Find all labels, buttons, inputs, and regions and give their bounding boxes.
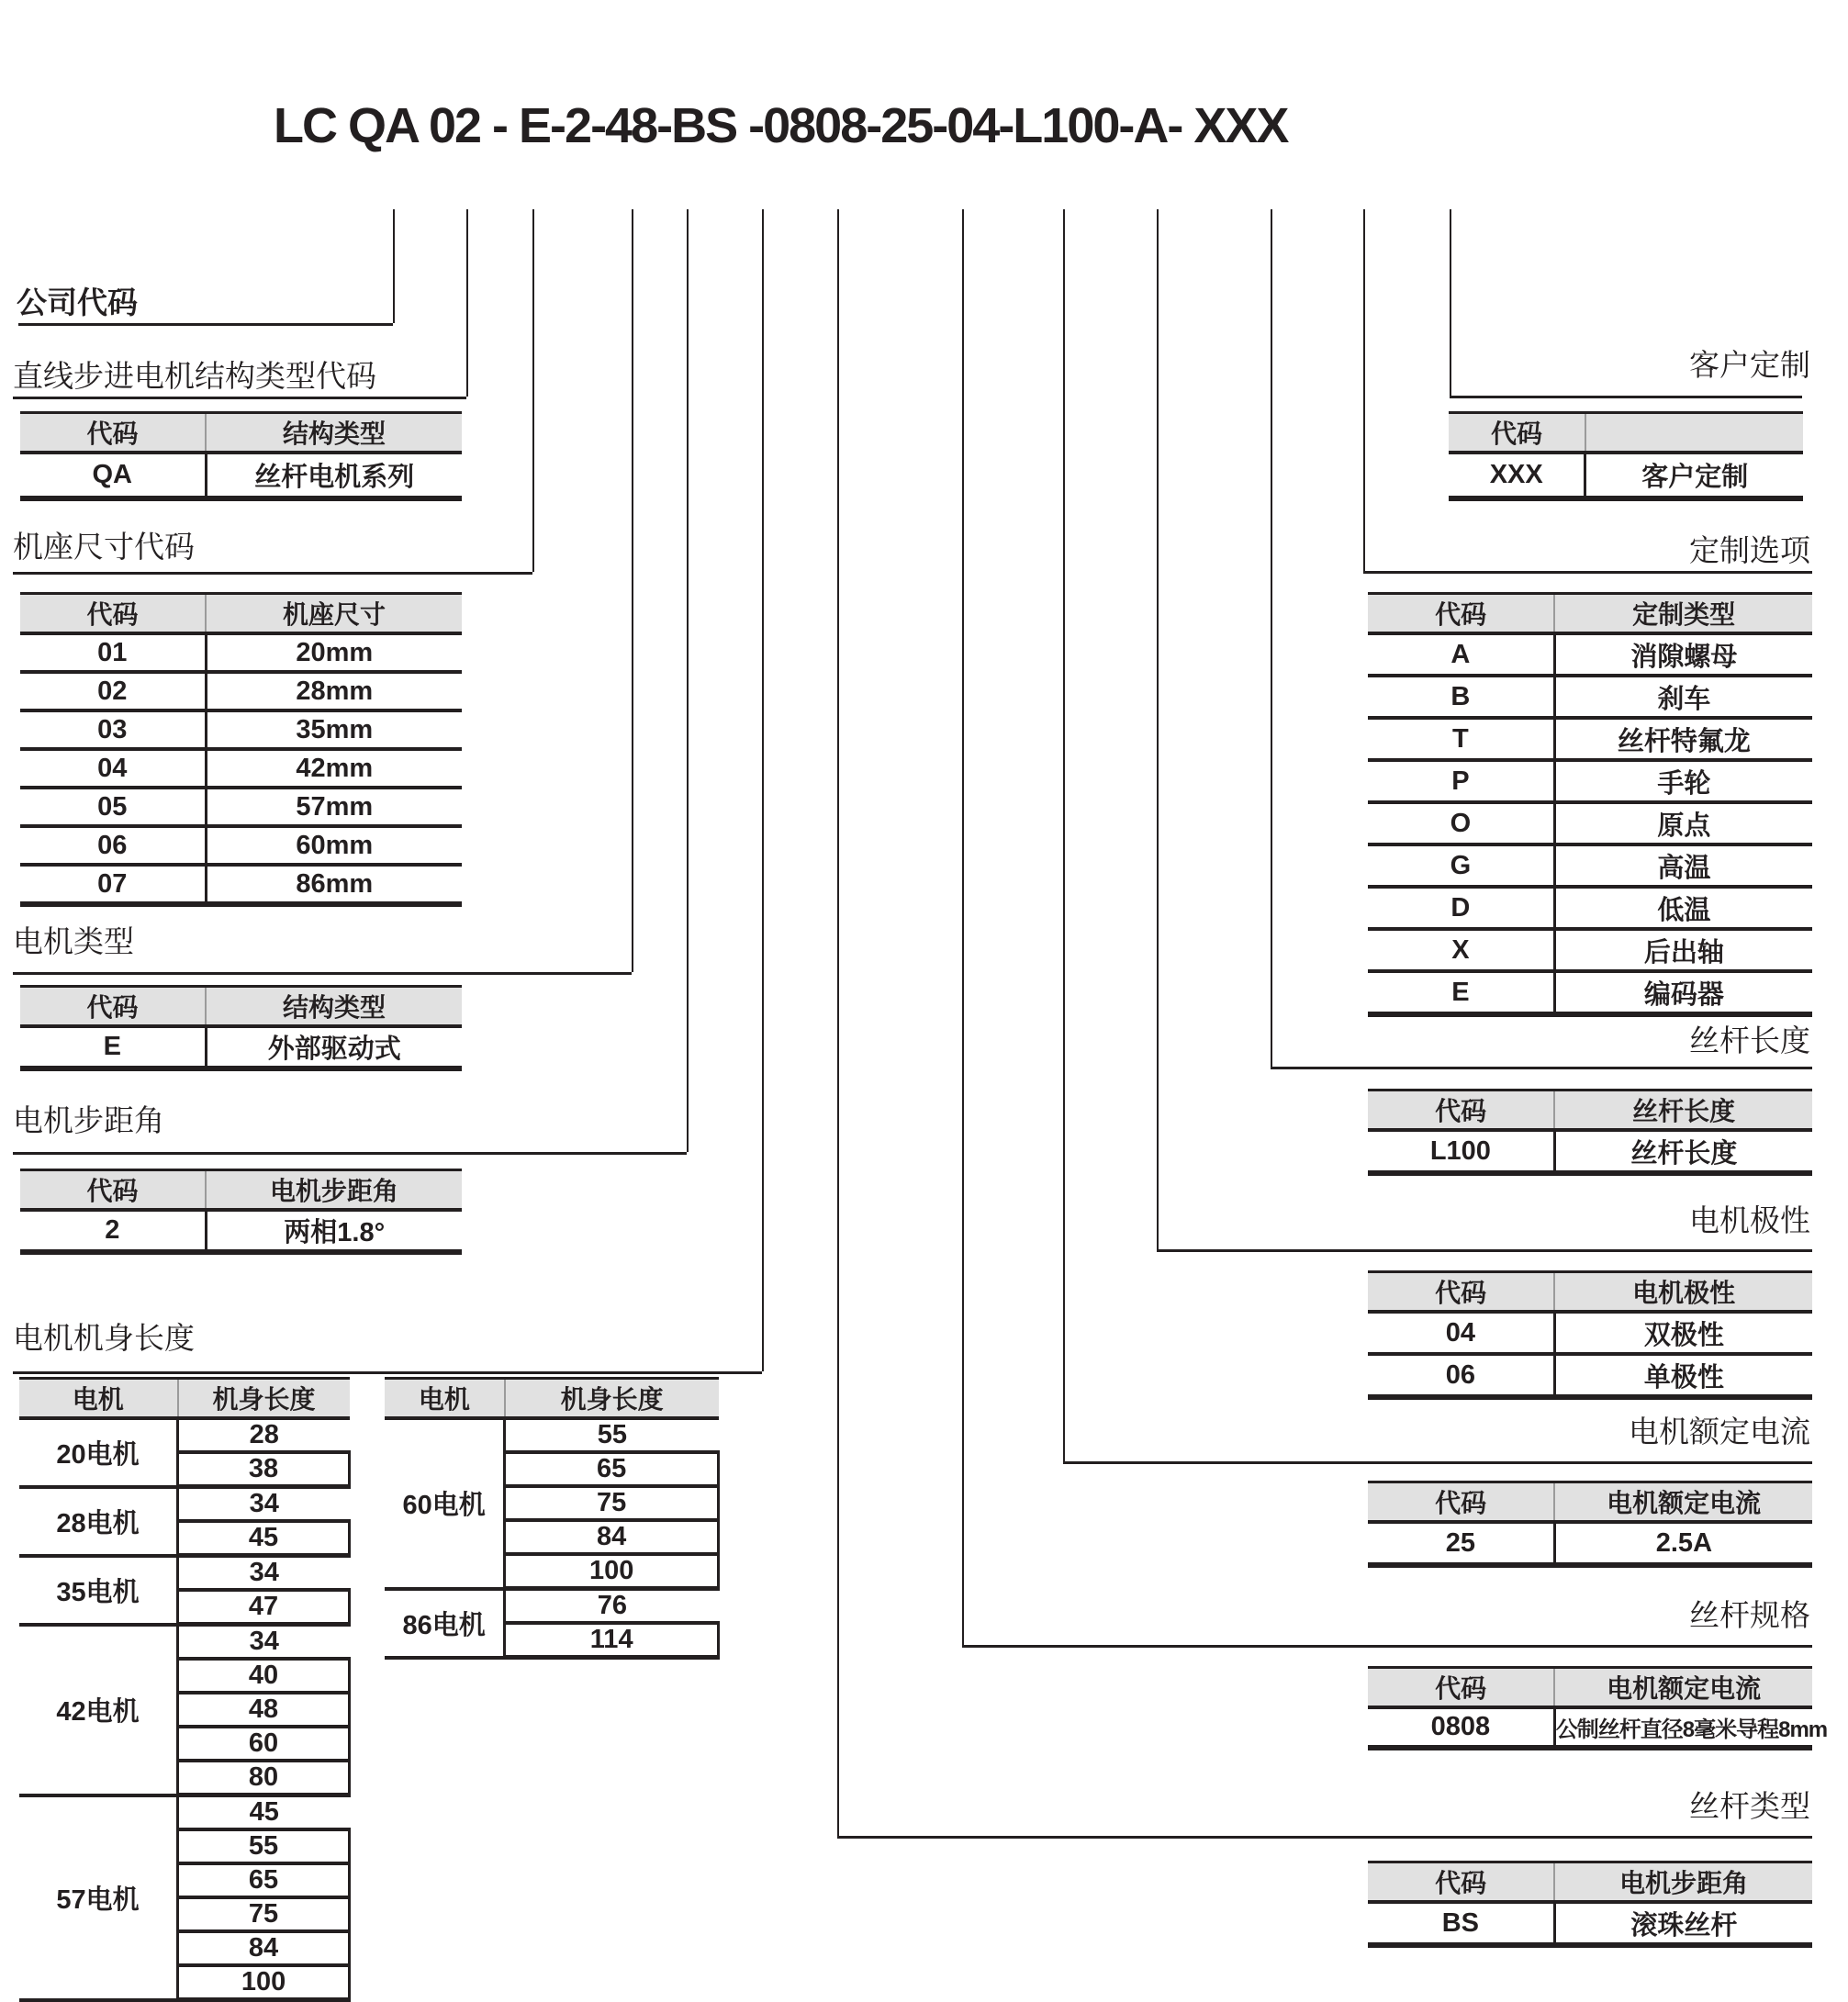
motor-group-cell: 28电机 bbox=[19, 1487, 178, 1556]
table-cell: 0808 bbox=[1368, 1707, 1554, 1748]
screw-type-table bbox=[1368, 1861, 1812, 1948]
table-row bbox=[19, 1418, 350, 1452]
table-row bbox=[1368, 1707, 1812, 1748]
screw-spec-table bbox=[1368, 1666, 1828, 1750]
table-cell: 25 bbox=[1368, 1522, 1554, 1565]
section-label-frame: 机座尺寸代码 bbox=[13, 530, 195, 564]
column-header: 电机 bbox=[385, 1379, 505, 1419]
table-cell: QA bbox=[20, 453, 206, 498]
length-cell: 34 bbox=[178, 1625, 350, 1660]
section-label-screw-spec: 丝杆规格 bbox=[1689, 1598, 1810, 1632]
length-cell: 84 bbox=[178, 1931, 350, 1965]
column-header: 机身长度 bbox=[178, 1379, 350, 1419]
table-row bbox=[19, 1625, 350, 1660]
table-cell: 单极性 bbox=[1554, 1354, 1812, 1397]
column-header bbox=[1585, 413, 1803, 453]
table-row bbox=[385, 1589, 719, 1624]
connector-vertical-lc bbox=[393, 209, 395, 323]
underline-structure bbox=[13, 397, 466, 399]
table-cell: 原点 bbox=[1554, 802, 1812, 844]
table-cell: 2.5A bbox=[1554, 1522, 1812, 1565]
length-cell: 60 bbox=[178, 1727, 350, 1761]
section-label-company: 公司代码 bbox=[17, 285, 138, 319]
table-row bbox=[20, 672, 462, 710]
underline-frame bbox=[13, 572, 532, 575]
column-header: 电机步距角 bbox=[206, 1170, 462, 1211]
table-row bbox=[20, 633, 462, 672]
table-row bbox=[20, 1210, 462, 1252]
table-cell: 42mm bbox=[206, 749, 462, 788]
table-cell: 20mm bbox=[206, 633, 462, 672]
column-header: 电机额定电流 bbox=[1554, 1668, 1812, 1708]
table-header-row bbox=[1368, 1272, 1812, 1313]
column-header: 机座尺寸 bbox=[206, 594, 462, 634]
table-row bbox=[20, 826, 462, 865]
column-header: 结构类型 bbox=[206, 413, 462, 453]
connector-vertical-a bbox=[1363, 209, 1365, 571]
length-cell: 76 bbox=[505, 1589, 719, 1624]
table-header-row bbox=[1368, 1482, 1812, 1523]
connector-vertical-2 bbox=[687, 209, 689, 1152]
table-row bbox=[1368, 676, 1812, 718]
column-header: 代码 bbox=[1368, 594, 1554, 634]
table-cell: 01 bbox=[20, 633, 206, 672]
table-cell: 滚珠丝杆 bbox=[1554, 1902, 1812, 1945]
column-header: 代码 bbox=[20, 413, 206, 453]
connector-vertical-l100 bbox=[1271, 209, 1272, 1067]
table-row bbox=[1368, 633, 1812, 676]
connector-vertical-e bbox=[632, 209, 633, 972]
length-cell: 45 bbox=[178, 1795, 350, 1830]
table-cell: O bbox=[1368, 802, 1554, 844]
table-cell: 客户定制 bbox=[1585, 453, 1803, 498]
motor-group-cell: 42电机 bbox=[19, 1625, 178, 1795]
column-header: 定制类型 bbox=[1554, 594, 1812, 634]
custom-table bbox=[1449, 411, 1803, 501]
table-cell: 35mm bbox=[206, 710, 462, 749]
current-table bbox=[1368, 1481, 1812, 1568]
body-length-table-left bbox=[19, 1377, 351, 2002]
table-row bbox=[1368, 1130, 1812, 1173]
table-cell: XXX bbox=[1449, 453, 1585, 498]
table-row bbox=[1368, 971, 1812, 1014]
column-header: 代码 bbox=[20, 987, 206, 1027]
length-cell: 45 bbox=[178, 1521, 350, 1556]
table-cell: 两相1.8° bbox=[206, 1210, 462, 1252]
table-row bbox=[1368, 1902, 1812, 1945]
table-row bbox=[1368, 887, 1812, 929]
table-row bbox=[1368, 1522, 1812, 1565]
table-cell: 03 bbox=[20, 710, 206, 749]
length-cell: 28 bbox=[178, 1418, 350, 1452]
table-cell: 07 bbox=[20, 865, 206, 904]
column-header: 代码 bbox=[1449, 413, 1585, 453]
underline-step-angle bbox=[13, 1152, 687, 1155]
column-header: 电机步距角 bbox=[1554, 1862, 1812, 1903]
table-row bbox=[20, 749, 462, 788]
table-header-row bbox=[20, 594, 462, 634]
section-label-screw-type: 丝杆类型 bbox=[1689, 1789, 1810, 1823]
length-cell: 34 bbox=[178, 1487, 350, 1522]
length-cell: 80 bbox=[178, 1761, 350, 1795]
table-row bbox=[1449, 453, 1803, 498]
table-header-row bbox=[20, 413, 462, 453]
connector-vertical-qa bbox=[466, 209, 468, 397]
table-cell: 外部驱动式 bbox=[206, 1026, 462, 1068]
table-cell: 高温 bbox=[1554, 844, 1812, 887]
length-cell: 55 bbox=[505, 1418, 719, 1452]
table-cell: 双极性 bbox=[1554, 1312, 1812, 1354]
table-header-row bbox=[20, 1170, 462, 1211]
column-header: 电机极性 bbox=[1554, 1272, 1812, 1313]
table-cell: 60mm bbox=[206, 826, 462, 865]
section-label-motor-type: 电机类型 bbox=[13, 924, 134, 958]
motor-group-cell: 20电机 bbox=[19, 1418, 178, 1487]
table-cell: 刹车 bbox=[1554, 676, 1812, 718]
length-cell: 55 bbox=[178, 1829, 350, 1863]
table-row bbox=[1368, 718, 1812, 760]
underline-body-length bbox=[13, 1371, 762, 1374]
polarity-table bbox=[1368, 1270, 1812, 1400]
table-cell: 丝杆特氟龙 bbox=[1554, 718, 1812, 760]
column-header: 电机额定电流 bbox=[1554, 1482, 1812, 1523]
table-row bbox=[1368, 802, 1812, 844]
section-label-current: 电机额定电流 bbox=[1629, 1415, 1810, 1448]
length-cell: 75 bbox=[178, 1897, 350, 1931]
section-label-body-length: 电机机身长度 bbox=[13, 1321, 195, 1355]
structure-type-table bbox=[20, 411, 462, 501]
column-header: 代码 bbox=[20, 1170, 206, 1211]
table-header-row bbox=[20, 987, 462, 1027]
table-cell: 手轮 bbox=[1554, 760, 1812, 802]
table-cell: 丝杆电机系列 bbox=[206, 453, 462, 498]
table-row bbox=[20, 788, 462, 826]
table-cell: 57mm bbox=[206, 788, 462, 826]
table-row bbox=[20, 453, 462, 498]
length-cell: 100 bbox=[505, 1554, 719, 1589]
table-cell: 28mm bbox=[206, 672, 462, 710]
ordering-code-title: LC QA 02 - E-2-48-BS -0808-25-04-L100-A- XXX bbox=[274, 98, 1288, 153]
motor-group-cell: 57电机 bbox=[19, 1795, 178, 2000]
table-cell: G bbox=[1368, 844, 1554, 887]
connector-vertical-04 bbox=[1157, 209, 1159, 1249]
table-cell: BS bbox=[1368, 1902, 1554, 1945]
table-cell: 消隙螺母 bbox=[1554, 633, 1812, 676]
table-cell: 编码器 bbox=[1554, 971, 1812, 1014]
table-header-row bbox=[19, 1379, 350, 1419]
table-cell: L100 bbox=[1368, 1130, 1554, 1173]
section-label-polarity: 电机极性 bbox=[1689, 1203, 1810, 1237]
table-row bbox=[1368, 1354, 1812, 1397]
length-cell: 48 bbox=[178, 1693, 350, 1727]
table-row bbox=[20, 710, 462, 749]
table-row bbox=[1368, 760, 1812, 802]
table-header-row bbox=[1368, 1862, 1812, 1903]
options-table bbox=[1368, 592, 1812, 1017]
body-length-table-right bbox=[385, 1377, 720, 1660]
table-row bbox=[1368, 1312, 1812, 1354]
column-header: 代码 bbox=[1368, 1272, 1554, 1313]
underline-options bbox=[1363, 571, 1812, 574]
column-header: 代码 bbox=[20, 594, 206, 634]
table-header-row bbox=[1368, 1090, 1812, 1131]
length-cell: 75 bbox=[505, 1486, 719, 1520]
connector-vertical-48 bbox=[762, 209, 764, 1371]
step-angle-table bbox=[20, 1169, 462, 1255]
table-cell: T bbox=[1368, 718, 1554, 760]
length-cell: 84 bbox=[505, 1520, 719, 1554]
table-row bbox=[20, 865, 462, 904]
underline-custom bbox=[1450, 396, 1802, 398]
table-cell: E bbox=[20, 1026, 206, 1068]
table-row bbox=[20, 1026, 462, 1068]
underline-polarity bbox=[1157, 1249, 1812, 1252]
table-header-row bbox=[385, 1379, 719, 1419]
section-label-screw-length: 丝杆长度 bbox=[1689, 1023, 1810, 1057]
length-cell: 34 bbox=[178, 1556, 350, 1591]
table-row bbox=[19, 1487, 350, 1522]
table-cell: 06 bbox=[1368, 1354, 1554, 1397]
table-header-row bbox=[1449, 413, 1803, 453]
motor-group-cell: 60电机 bbox=[385, 1418, 505, 1589]
connector-vertical-0808 bbox=[962, 209, 964, 1645]
table-header-row bbox=[1368, 594, 1812, 634]
table-cell: 04 bbox=[1368, 1312, 1554, 1354]
column-header: 丝杆长度 bbox=[1554, 1090, 1812, 1131]
motor-group-cell: 86电机 bbox=[385, 1589, 505, 1658]
table-row bbox=[19, 1795, 350, 1830]
section-label-options: 定制选项 bbox=[1689, 533, 1810, 567]
connector-vertical-02 bbox=[532, 209, 534, 572]
table-cell: D bbox=[1368, 887, 1554, 929]
table-row bbox=[1368, 844, 1812, 887]
connector-vertical-25 bbox=[1063, 209, 1065, 1461]
column-header: 结构类型 bbox=[206, 987, 462, 1027]
table-cell: 86mm bbox=[206, 865, 462, 904]
length-cell: 40 bbox=[178, 1659, 350, 1693]
underline-motor-type bbox=[13, 972, 632, 975]
length-cell: 47 bbox=[178, 1590, 350, 1625]
screw-length-table bbox=[1368, 1089, 1812, 1176]
table-cell: X bbox=[1368, 929, 1554, 971]
table-cell: E bbox=[1368, 971, 1554, 1014]
motor-type-table bbox=[20, 985, 462, 1071]
length-cell: 65 bbox=[505, 1452, 719, 1486]
table-cell: 后出轴 bbox=[1554, 929, 1812, 971]
underline-company bbox=[18, 323, 393, 326]
column-header: 电机 bbox=[19, 1379, 178, 1419]
connector-vertical-bs bbox=[837, 209, 839, 1836]
column-header: 代码 bbox=[1368, 1862, 1554, 1903]
table-cell: 04 bbox=[20, 749, 206, 788]
length-cell: 114 bbox=[505, 1623, 719, 1658]
table-cell: 丝杆长度 bbox=[1554, 1130, 1812, 1173]
column-header: 机身长度 bbox=[505, 1379, 719, 1419]
column-header: 代码 bbox=[1368, 1090, 1554, 1131]
table-cell: 06 bbox=[20, 826, 206, 865]
table-header-row bbox=[1368, 1668, 1812, 1708]
table-row bbox=[385, 1418, 719, 1452]
section-label-custom: 客户定制 bbox=[1689, 348, 1810, 382]
table-cell: 公制丝杆直径8毫米导程8mm bbox=[1554, 1707, 1812, 1748]
length-cell: 100 bbox=[178, 1965, 350, 2000]
connector-vertical-xxx bbox=[1450, 209, 1451, 396]
underline-screw-type bbox=[837, 1836, 1812, 1839]
table-row bbox=[1368, 929, 1812, 971]
table-cell: 低温 bbox=[1554, 887, 1812, 929]
section-label-structure: 直线步进电机结构类型代码 bbox=[13, 359, 376, 393]
table-cell: 2 bbox=[20, 1210, 206, 1252]
column-header: 代码 bbox=[1368, 1668, 1554, 1708]
length-cell: 38 bbox=[178, 1452, 350, 1487]
table-cell: B bbox=[1368, 676, 1554, 718]
column-header: 代码 bbox=[1368, 1482, 1554, 1523]
frame-size-table bbox=[20, 592, 462, 907]
underline-screw-length bbox=[1271, 1067, 1812, 1069]
table-cell: 05 bbox=[20, 788, 206, 826]
table-row bbox=[19, 1556, 350, 1591]
length-cell: 65 bbox=[178, 1863, 350, 1897]
table-cell: A bbox=[1368, 633, 1554, 676]
table-cell: 02 bbox=[20, 672, 206, 710]
motor-group-cell: 35电机 bbox=[19, 1556, 178, 1625]
underline-screw-spec bbox=[962, 1645, 1812, 1648]
section-label-step-angle: 电机步距角 bbox=[13, 1103, 164, 1137]
underline-current bbox=[1063, 1461, 1812, 1464]
table-cell: P bbox=[1368, 760, 1554, 802]
